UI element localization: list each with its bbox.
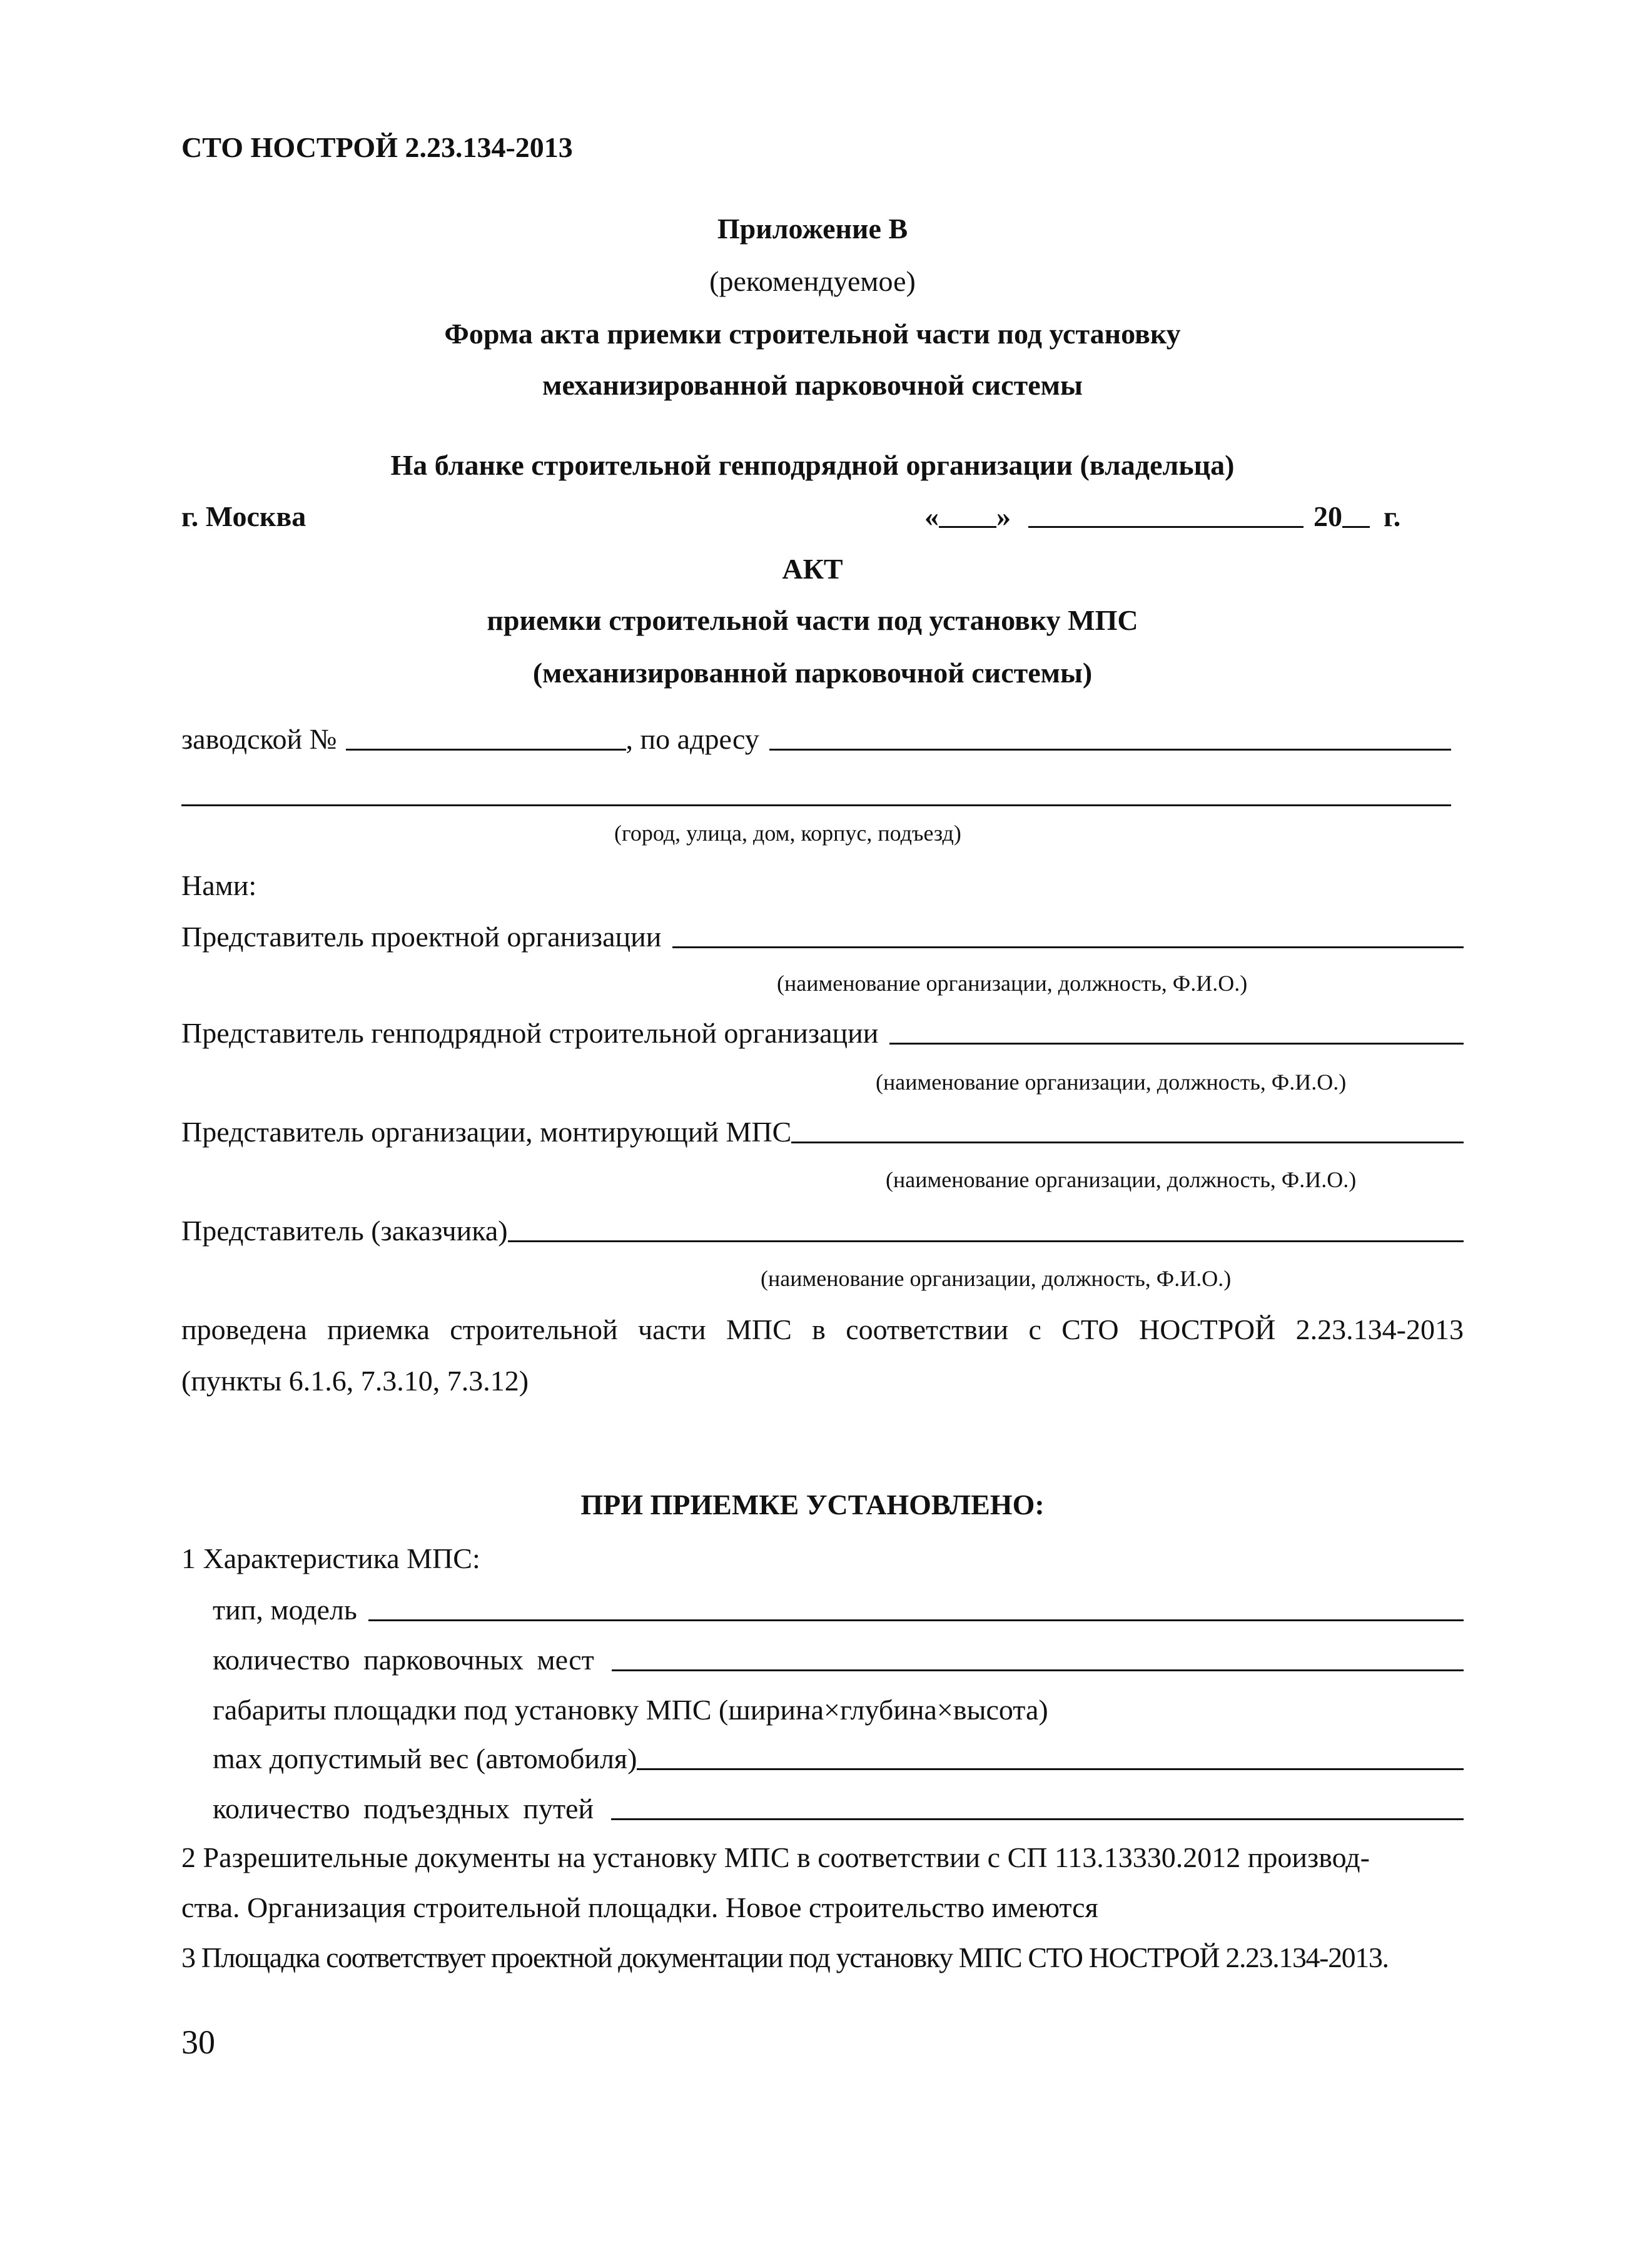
statement-line1: проведена приемка строительной части МПС в соответствии с СТО НОСТРОЙ 2.23.134-2013 xyxy=(181,1314,1464,1345)
letterhead-note: На бланке строительной генподрядной организации (владельца) xyxy=(390,449,1235,481)
date-day-field[interactable] xyxy=(939,526,996,528)
parking-count-label: количество парковочных мест xyxy=(213,1644,594,1676)
parking-count-field[interactable] xyxy=(612,1669,1464,1671)
page-number: 30 xyxy=(181,2023,215,2061)
rep-design-hint: (наименование организации, должность, Ф.И.О.) xyxy=(777,971,1248,996)
serial-field[interactable] xyxy=(346,749,626,751)
serial-label: заводской № xyxy=(181,723,337,755)
form-title-line2: механизированной парковочной системы xyxy=(542,369,1083,401)
rep-general-field[interactable] xyxy=(889,1043,1464,1045)
item2-line2: ства. Организация строительной площадки. Новое строительство имеются xyxy=(181,1891,1098,1923)
access-roads-label: количество подъездных путей xyxy=(213,1793,594,1825)
by-us-label: Нами: xyxy=(181,869,257,901)
rep-general-hint: (наименование организации, должность, Ф.И.О.) xyxy=(876,1070,1347,1095)
address-label: , по адресу xyxy=(625,723,759,755)
rep-design-field[interactable] xyxy=(672,946,1464,948)
serial-address-row xyxy=(181,721,1451,758)
form-title-line1: Форма акта приемки строительной части под установку xyxy=(444,318,1181,350)
parking-count-row xyxy=(213,1641,1464,1679)
date-line xyxy=(924,498,1412,535)
access-roads-field[interactable] xyxy=(611,1818,1464,1820)
rep-general-row xyxy=(181,1015,1464,1052)
rep-mount-row xyxy=(181,1113,1464,1151)
type-model-field[interactable] xyxy=(368,1619,1464,1621)
type-model-row xyxy=(213,1591,1464,1629)
date-year-prefix: 20 xyxy=(1314,500,1342,532)
address-hint: (город, улица, дом, корпус, подъезд) xyxy=(614,821,961,846)
act-title: АКТ xyxy=(782,553,843,585)
rep-customer-field[interactable] xyxy=(508,1240,1464,1242)
rep-customer-hint: (наименование организации, должность, Ф.И.О.) xyxy=(761,1266,1232,1291)
dimensions-label: габариты площадки под установку МПС (ширина×глубина×высота) xyxy=(213,1694,1048,1726)
rep-customer-row xyxy=(181,1212,1464,1250)
rep-design-label: Представитель проектной организации xyxy=(181,921,662,953)
act-subtitle-line2: (механизированной парковочной системы) xyxy=(532,657,1093,689)
date-year-field[interactable] xyxy=(1342,526,1370,528)
access-roads-row xyxy=(213,1790,1464,1828)
type-model-label: тип, модель xyxy=(213,1594,357,1626)
max-weight-field[interactable] xyxy=(637,1768,1464,1770)
appendix-title: Приложение В xyxy=(717,213,908,245)
date-quote-open: « xyxy=(924,500,939,532)
rep-mount-field[interactable] xyxy=(791,1142,1464,1143)
max-weight-row xyxy=(213,1740,1464,1778)
rep-mount-hint: (наименование организации, должность, Ф.И.О.) xyxy=(886,1167,1357,1192)
place: г. Москва xyxy=(181,500,306,532)
item2-line1: 2 Разрешительные документы на установку МПС в соответствии с СП 113.13330.2012 производ- xyxy=(181,1841,1370,1873)
act-subtitle-line1: приемки строительной части под установку МПС xyxy=(487,604,1138,636)
address-field-line2[interactable] xyxy=(181,804,1451,806)
item3-text: 3 Площадка соответствует проектной документации под установку МПС СТО НОСТРОЙ 2.23.134-2013. xyxy=(181,1941,1389,1973)
max-weight-label: max допустимый вес (автомобиля) xyxy=(213,1743,637,1774)
appendix-status: (рекомендуемое) xyxy=(709,265,916,297)
rep-general-label: Представитель генподрядной строительной организации xyxy=(181,1017,879,1049)
date-year-suffix: г. xyxy=(1384,500,1401,532)
findings-title: ПРИ ПРИЕМКЕ УСТАНОВЛЕНО: xyxy=(580,1489,1045,1521)
address-field[interactable] xyxy=(769,749,1451,751)
date-quote-close: » xyxy=(996,500,1011,532)
rep-design-row xyxy=(181,918,1464,956)
document-code: СТО НОСТРОЙ 2.23.134-2013 xyxy=(181,131,573,163)
statement-line2: (пункты 6.1.6, 7.3.10, 7.3.12) xyxy=(181,1365,529,1397)
rep-customer-label: Представитель (заказчика) xyxy=(181,1215,508,1247)
rep-mount-label: Представитель организации, монтирующий МПС xyxy=(181,1116,792,1148)
item1-label: 1 Характеристика МПС: xyxy=(181,1542,480,1574)
date-month-field[interactable] xyxy=(1028,526,1304,528)
